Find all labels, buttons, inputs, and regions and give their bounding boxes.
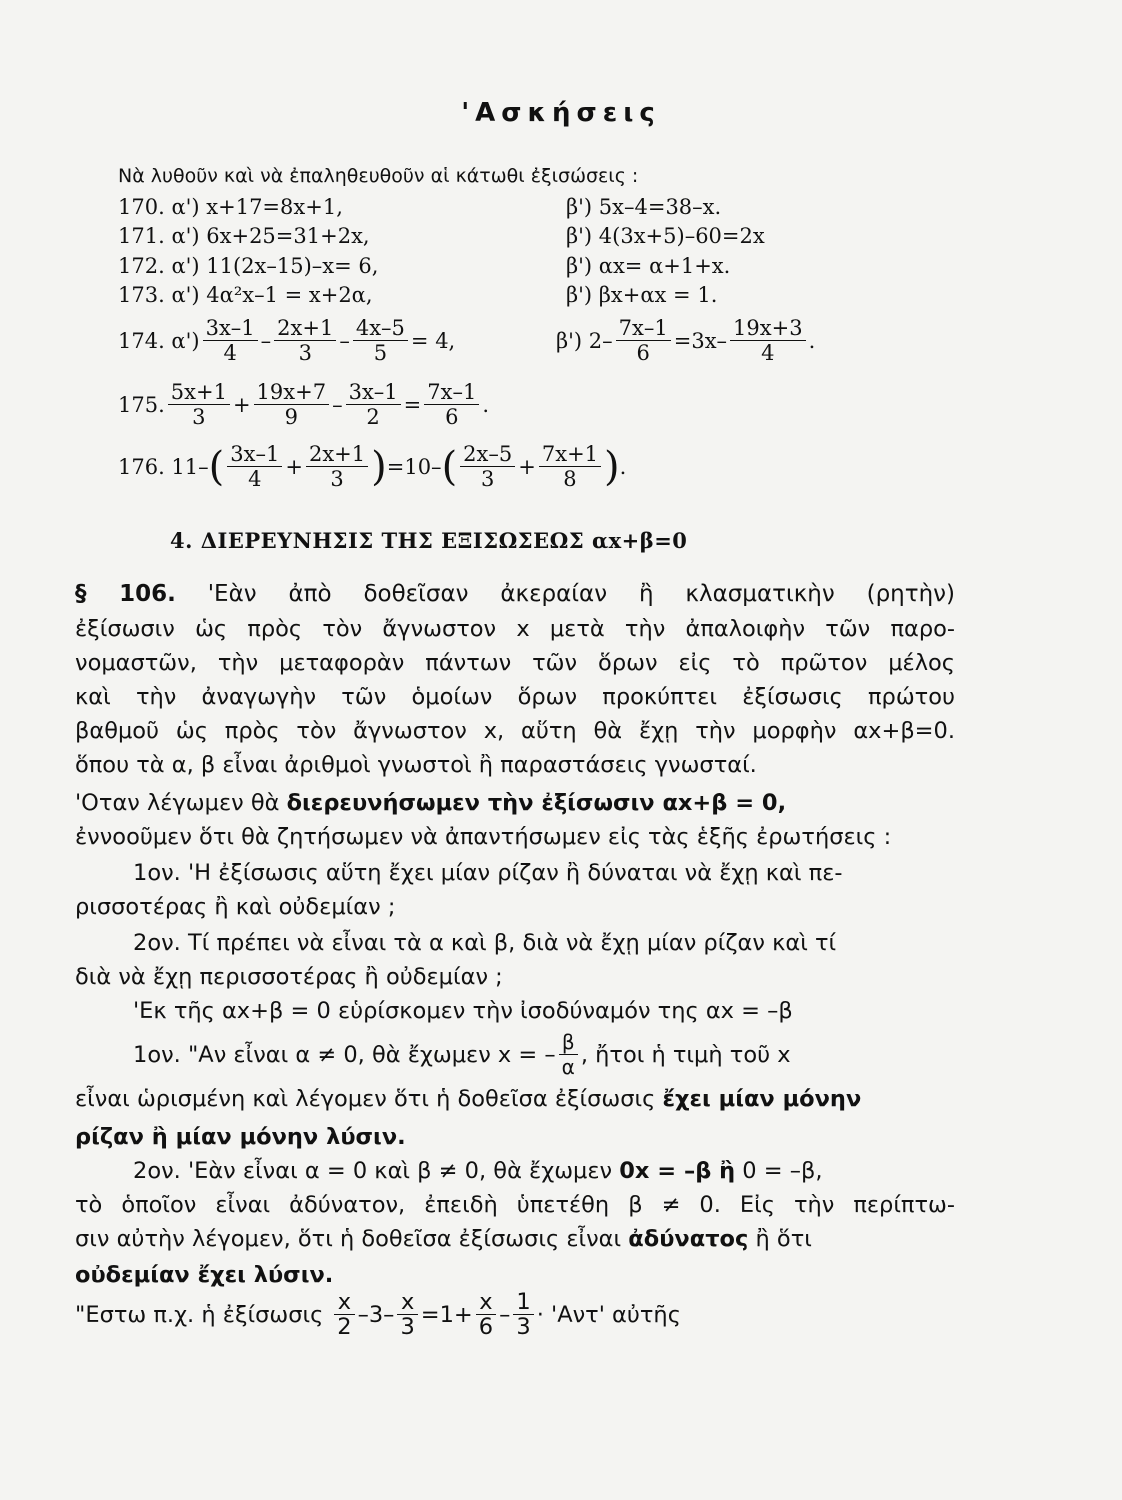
section-title: 4. ΔΙΕΡΕΥΝΗΣΙΣ ΤΗΣ ΕΞΙΣΩΣΕΩΣ αx+β=0 — [170, 528, 688, 553]
exercise-170-b: β') 5x–4=38–x. — [566, 195, 722, 219]
case-2-line4: οὐδεμίαν ἔχει λύσιν. — [75, 1262, 334, 1288]
exercise-176: 176. 11– ( $\frac{3x-1}{4}$ + $\frac{2x+1}{3}$ ) =10– ( $\frac{2x-5}{3}$ + $\frac{7x+1}{8}$ ) . — [118, 442, 627, 491]
case-2-line3: σιν αὐτὴν λέγομεν, ὅτι ἡ δοθεῖσα ἐξίσωσις εἶναι ἀδύνατος ἢ ὅτι — [75, 1226, 812, 1252]
fraction: $\frac{7x+1}{8}$ — [539, 442, 601, 491]
exercise-173-a: 173. α') 4α²x–1 = x+2α, — [118, 283, 373, 307]
example-equation-line: "Εστω π.χ. ἡ ἐξίσωσις $\frac{x}{2}$ –3– $\frac{x}{3}$ =1+ $\frac{x}{6}$ – $\frac{1}{3}$ · 'Αντ' αὐτῆς — [75, 1289, 681, 1340]
question-2-line1: 2ον. Τί πρέπει νὰ εἶναι τὰ α καὶ β, διὰ νὰ ἔχῃ μίαν ρίζαν καὶ τί — [133, 930, 837, 956]
fraction: $\frac{19x+7}{9}$ — [254, 380, 330, 429]
case-2-line1: 2ον. 'Εὰν εἶναι α = 0 καὶ β ≠ 0, θὰ ἔχωμεν 0x = –β ἢ 0 = –β, — [133, 1158, 823, 1184]
question-1-line2: ρισσοτέρας ἢ καὶ οὐδεμίαν ; — [75, 894, 396, 920]
exercise-174-a: 174. α') $\frac{3x-1}{4}$ – $\frac{2x+1}{3}$ – $\frac{4x-5}{5}$ = 4, — [118, 316, 456, 365]
case-1-line1: 1ον. "Αν εἶναι α ≠ 0, θὰ ἔχωμεν x = – $\frac{\beta}{\alpha}$ , ἤτοι ἡ τιμὴ τοῦ x — [133, 1030, 791, 1079]
para-106-line6: ὅπου τὰ α, β εἶναι ἀριθμοὶ γνωστοὶ ἢ παραστάσεις γνωσταί. — [75, 752, 757, 778]
exercise-172-b: β') αx= α+1+x. — [566, 254, 731, 278]
para-otan-line2: ἐννοοῦμεν ὅτι θὰ ζητήσωμεν νὰ ἀπαντήσωμεν εἰς τὰς ἑξῆς ἐρωτήσεις : — [75, 824, 892, 850]
exercises-instruction: Νὰ λυθοῦν καὶ νὰ ἐπαληθευθοῦν αἱ κάτωθι ἐξισώσεις : — [118, 165, 639, 187]
fraction: $\frac{4x-5}{5}$ — [353, 316, 408, 365]
exercise-171-a: 171. α') 6x+25=31+2x, — [118, 224, 370, 248]
fraction: $\frac{19x+3}{4}$ — [730, 316, 806, 365]
case-1-line3: ρίζαν ἢ μίαν μόνην λύσιν. — [75, 1124, 406, 1150]
para-106-line5: βαθμοῦ ὡς πρὸς τὸν ἄγνωστον x, αὕτη θὰ ἔχῃ τὴν μορφὴν αx+β=0. — [75, 718, 955, 744]
fraction: $\frac{7x-1}{6}$ — [424, 380, 479, 429]
fraction: $\frac{2x-5}{3}$ — [460, 442, 515, 491]
exercises-title: 'Ασκήσεις — [461, 98, 661, 128]
question-1-line1: 1ον. 'Η ἐξίσωσις αὕτη ἔχει μίαν ρίζαν ἢ δύναται νὰ ἔχῃ καὶ πε- — [133, 860, 843, 886]
exercise-170-a: 170. α') x+17=8x+1, — [118, 195, 343, 219]
para-106-line1: § 106. 'Εὰν ἀπὸ δοθεῖσαν ἀκεραίαν ἢ κλασματικὴν (ρητὴν) — [75, 581, 955, 607]
fraction: $\frac{x}{3}$ — [397, 1290, 417, 1339]
para-106-line4: καὶ τὴν ἀναγωγὴν τῶν ὁμοίων ὅρων προκύπτει ἐξίσωσις πρώτου — [75, 684, 955, 710]
exercise-173-b: β') βx+αx = 1. — [566, 283, 718, 307]
question-2-line2: διὰ νὰ ἔχῃ περισσοτέρας ἢ οὐδεμίαν ; — [75, 964, 503, 990]
para-106-line2: ἐξίσωσιν ὡς πρὸς τὸν ἄγνωστον x μετὰ τὴν ἀπαλοιφὴν τῶν παρο- — [75, 616, 955, 642]
fraction: $\frac{7x-1}{6}$ — [616, 316, 671, 365]
fraction: $\frac{x}{2}$ — [334, 1290, 354, 1339]
exercise-174-b: β') 2– $\frac{7x-1}{6}$ =3x– $\frac{19x+3}{4}$ . — [556, 316, 816, 365]
fraction: $\frac{2x+1}{3}$ — [306, 442, 368, 491]
exercise-171-b: β') 4(3x+5)–60=2x — [566, 224, 765, 248]
equivalent-equation-line: 'Εκ τῆς αx+β = 0 εὑρίσκομεν τὴν ἰσοδύναμόν της αx = –β — [133, 998, 793, 1024]
fraction: $\frac{2x+1}{3}$ — [274, 316, 336, 365]
para-otan-line1: 'Οταν λέγωμεν θὰ διερευνήσωμεν τὴν ἐξίσωσιν αx+β = 0, — [75, 790, 787, 816]
para-106-line3: νομαστῶν, τὴν μεταφορὰν πάντων τῶν ὅρων εἰς τὸ πρῶτον μέλος — [75, 650, 955, 676]
fraction: $\frac{1}{3}$ — [513, 1290, 533, 1339]
fraction: $\frac{3x-1}{2}$ — [346, 380, 401, 429]
fraction: $\frac{x}{6}$ — [476, 1290, 496, 1339]
case-1-line2: εἶναι ὡρισμένη καὶ λέγομεν ὅτι ἡ δοθεῖσα ἐξίσωσις ἔχει μίαν μόνην — [75, 1086, 862, 1112]
case-2-line2: τὸ ὁποῖον εἶναι ἀδύνατον, ἐπειδὴ ὑπετέθη β ≠ 0. Εἰς τὴν περίπτω- — [75, 1192, 955, 1218]
exercise-172-a: 172. α') 11(2x–15)–x= 6, — [118, 254, 379, 278]
fraction: $\frac{\beta}{\alpha}$ — [559, 1030, 578, 1079]
fraction: $\frac{3x-1}{4}$ — [203, 316, 258, 365]
fraction: $\frac{5x+1}{3}$ — [168, 380, 230, 429]
exercise-175: 175. $\frac{5x+1}{3}$ + $\frac{19x+7}{9}$ – $\frac{3x-1}{2}$ = $\frac{7x-1}{6}$ . — [118, 380, 490, 429]
fraction: $\frac{3x-1}{4}$ — [227, 442, 282, 491]
